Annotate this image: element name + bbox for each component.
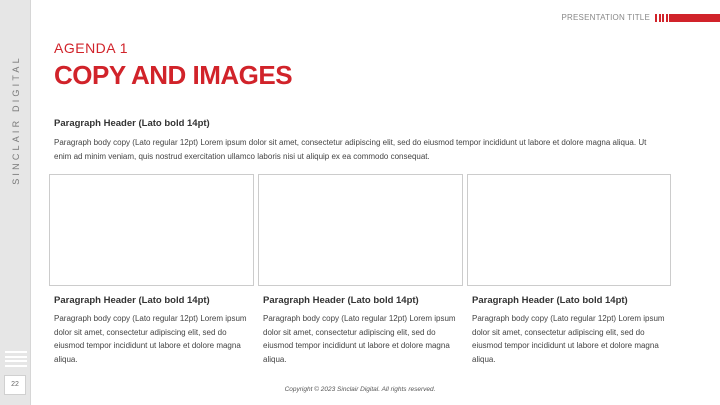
image-placeholder-3: [467, 174, 671, 286]
page-title: COPY AND IMAGES: [54, 60, 293, 90]
brand-text: SINCLAIR DIGITAL: [11, 55, 21, 185]
column-3-body: Paragraph body copy (Lato regular 12pt) Lorem ipsum dolor sit amet, consectetur adipiscing elit, sed do eiusmod tempor incididunt ut labore et dolore magna aliqua.: [472, 314, 665, 364]
intro-paragraph-header: Paragraph Header (Lato bold 14pt): [54, 118, 210, 129]
copyright-footer: Copyright © 2023 Sinclair Digital. All rights reserved.: [284, 386, 436, 393]
sidebar: [0, 0, 31, 405]
hamburger-menu-icon[interactable]: [5, 351, 27, 367]
image-placeholder-2: [258, 174, 463, 286]
agenda-label: AGENDA 1: [54, 40, 129, 56]
brand-wordmark: [0, 40, 31, 200]
presentation-title: PRESENTATION TITLE: [561, 13, 650, 22]
image-placeholder-1: [49, 174, 254, 286]
intro-paragraph-body: Paragraph body copy (Lato regular 12pt) Lorem ipsum dolor sit amet, consectetur adipiscing elit, sed do eiusmod tempor incididunt ut labore et dolore magna aliqua. Ut enim ad minim veniam, quis nostrud exercitation ullamco laboris nisi ut aliquip ex ea commodo consequat.: [54, 138, 647, 161]
column-2-body: Paragraph body copy (Lato regular 12pt) Lorem ipsum dolor sit amet, consectetur adipiscing elit, sed do eiusmod tempor incididunt ut labore et dolore magna aliqua.: [263, 314, 456, 364]
column-2-header: Paragraph Header (Lato bold 14pt): [263, 295, 419, 306]
page-number: 22: [4, 375, 26, 395]
column-1-header: Paragraph Header (Lato bold 14pt): [54, 295, 210, 306]
column-3-header: Paragraph Header (Lato bold 14pt): [472, 295, 628, 306]
title-accent-bar: [655, 14, 720, 22]
column-1-body: Paragraph body copy (Lato regular 12pt) Lorem ipsum dolor sit amet, consectetur adipiscing elit, sed do eiusmod tempor incididunt ut labore et dolore magna aliqua.: [54, 314, 247, 364]
